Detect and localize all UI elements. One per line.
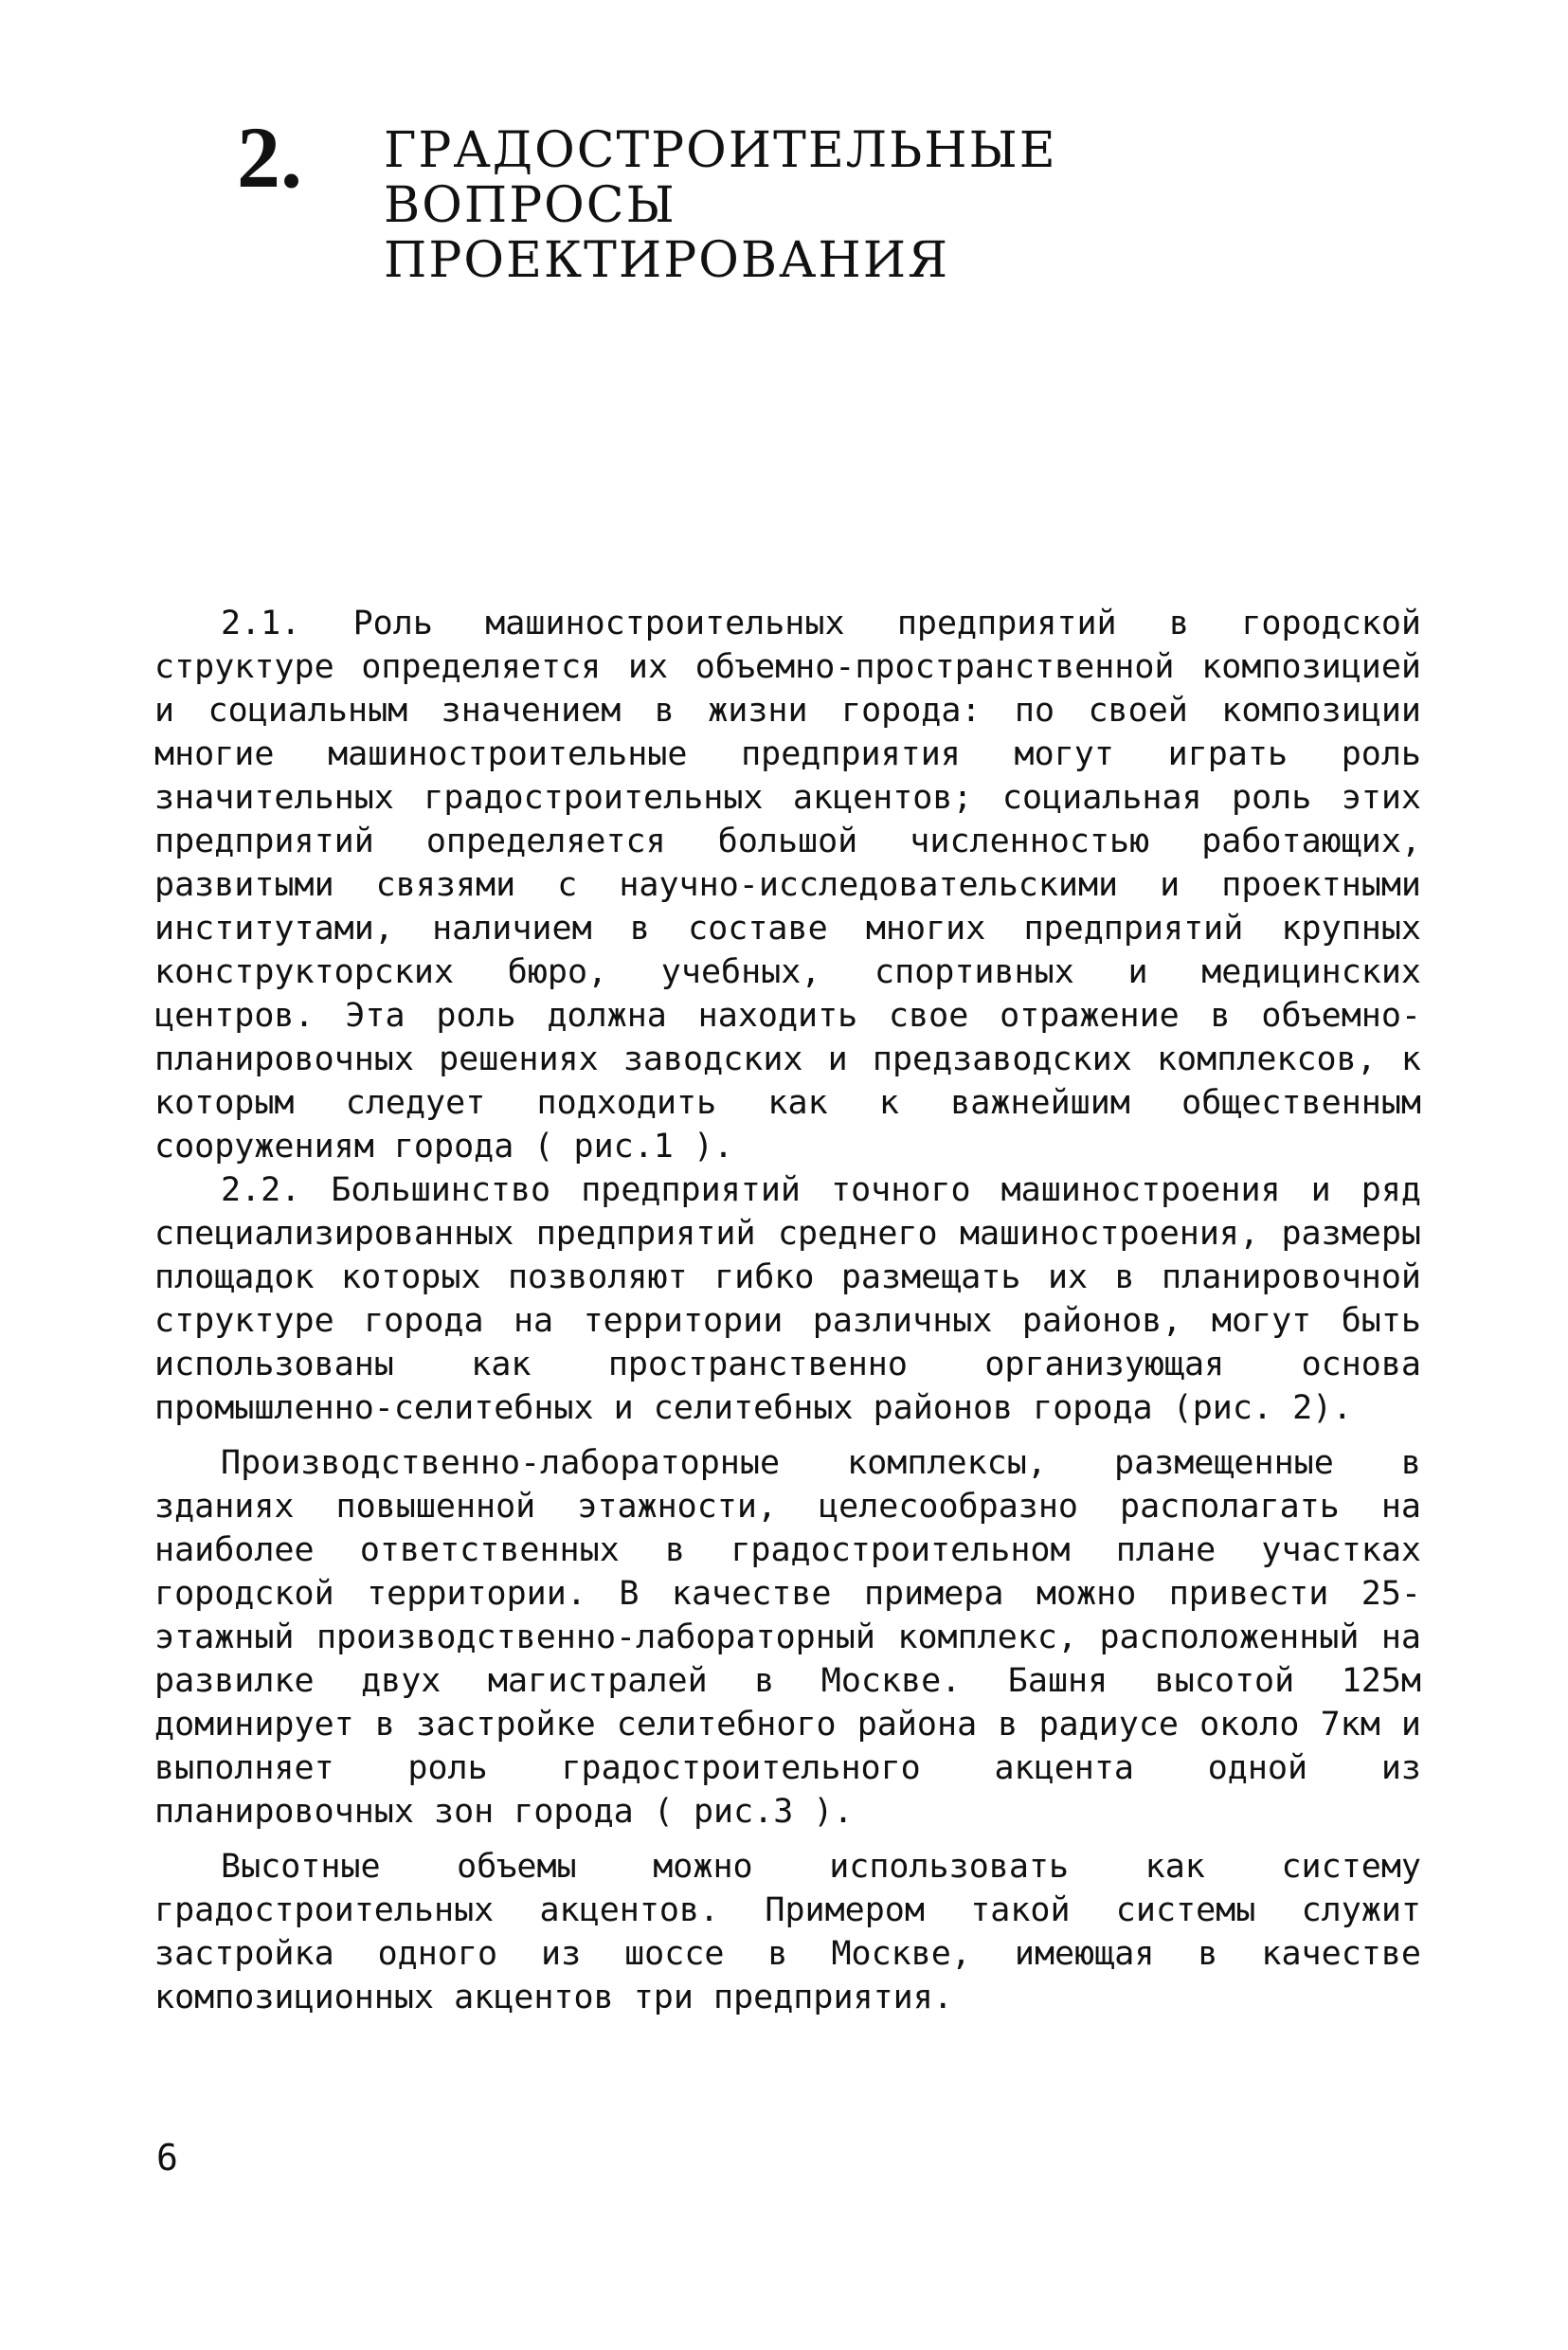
body-text xyxy=(154,602,1421,2019)
paragraph-2-2: 2.2. Большинство предприятий точного машиностроения и ряд специализированных предприятий среднего машиностроения, размеры площадок которых позволяют гибко размещать их в планировочной структуре города на территории различных районов, могут быть использованы как пространственно организующая основа промышленно-селитебных и селитебных районов города (рис. 2). xyxy=(154,1171,1421,1427)
chapter-title xyxy=(384,123,1057,288)
chapter-title-line: ГРАДОСТРОИТЕЛЬНЫЕ xyxy=(384,122,1057,179)
page-number: 6 xyxy=(156,2137,178,2178)
chapter-title-line: ПРОЕКТИРОВАНИЯ xyxy=(384,232,950,289)
chapter-title-line: ВОПРОСЫ xyxy=(384,177,676,234)
paragraph-high-rise: Высотные объемы можно использовать как систему градостроительных акцентов. Примером такой системы служит застройка одного из шоссе в Москве, имеющая в качестве композиционных акцентов три предприятия. xyxy=(154,1848,1421,2016)
chapter-number: 2. xyxy=(237,109,302,206)
paragraph-lab-complexes: Производственно-лабораторные комплексы, размещенные в зданиях повышенной этажности, целесообразно располагать на наиболее ответственных в градостроительном плане участках городской территории. В качестве примера можно привести 25-этажный производственно-лабораторный комплекс, расположенный на развилке двух магистралей в Москве. Башня высотой 125м доминирует в застройке селитебного района в радиусе около 7км и выполняет роль градостроительного акцента одной из планировочных зон города ( рис.3 ). xyxy=(154,1444,1421,1831)
paragraph-2-1: 2.1. Роль машиностроительных предприятий в городской структуре определяется их объемно-пространственной композицией и социальным значением в жизни города: по своей композиции многие машиностроительные предприятия могут играть роль значительных градостроительных акцентов; социальная роль этих предприятий определяется большой численностью работающих, развитыми связями с научно-исследовательскими и проектными институтами, наличием в составе многих предприятий крупных конструкторских бюро, учебных, спортивных и медицинских центров. Эта роль должна находить свое отражение в объемно-планировочных решениях заводских и предзаводских комплексов, к которым следует подходить как к важнейшим общественным сооружениям города ( рис.1 ). xyxy=(154,605,1421,1166)
